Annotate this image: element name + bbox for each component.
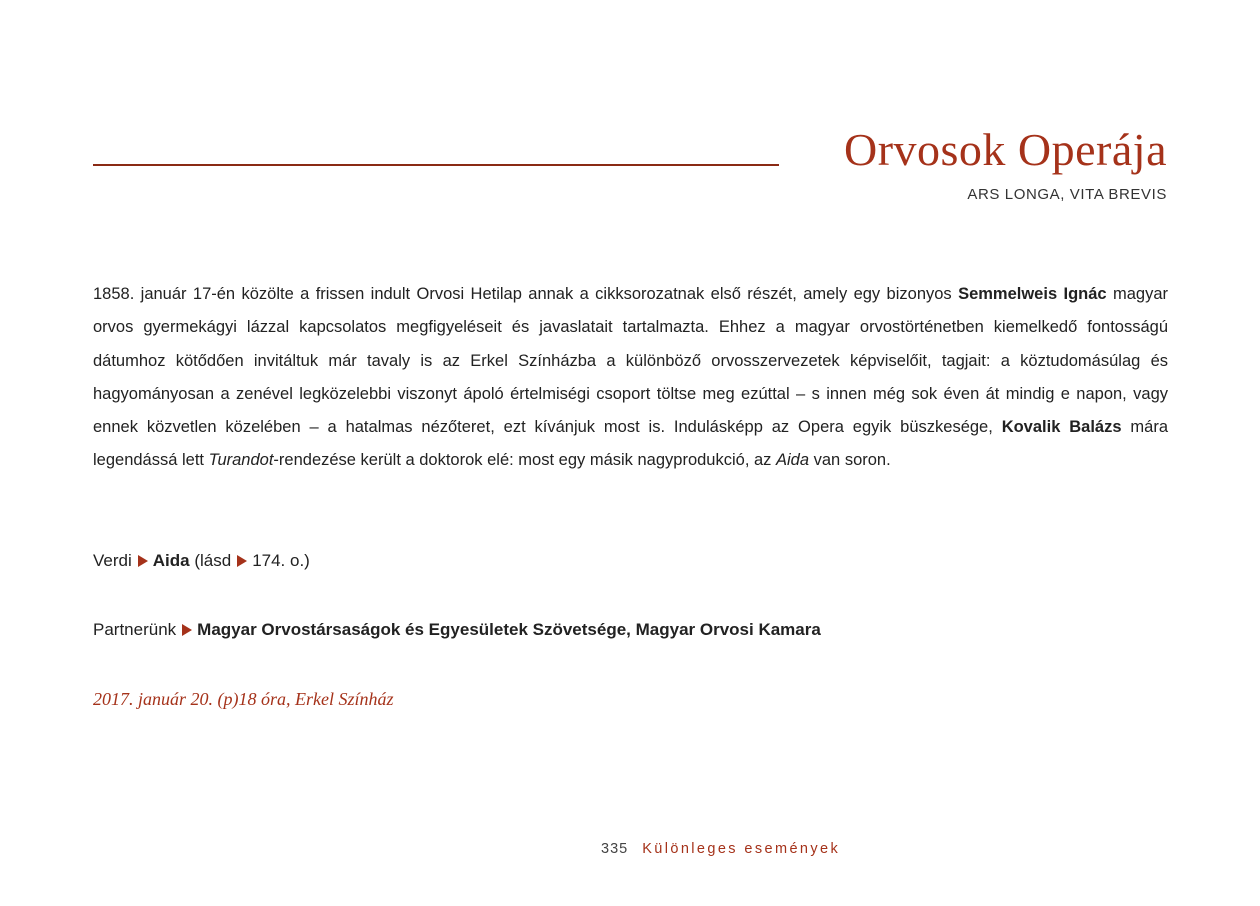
person-name-semmelweis: Semmelweis Ignác (958, 285, 1107, 303)
work-title-aida: Aida (776, 451, 810, 470)
opera-link-aida[interactable]: Aida (152, 551, 190, 570)
page-number: 335 (601, 841, 629, 857)
intro-text-5: van soron. (809, 451, 891, 470)
work-title-turandot: Turandot (208, 451, 274, 470)
composer-name: Verdi (93, 551, 132, 570)
page-footer (601, 838, 840, 860)
intro-text-3: mára legendássá lett (93, 418, 1168, 470)
triangle-right-icon (237, 555, 247, 567)
partner-names: Magyar Orvostársaságok és Egyesületek Szövetsége, Magyar Orvosi Kamara (197, 620, 821, 639)
header-rule (93, 164, 779, 166)
partner-label: Partnerünk (93, 620, 177, 639)
page-reference: 174. o.) (252, 551, 310, 570)
triangle-right-icon (138, 555, 148, 567)
program-line (93, 548, 310, 574)
triangle-right-icon (182, 624, 192, 636)
section-name: Különleges események (642, 841, 841, 857)
partner-line (93, 617, 821, 643)
intro-paragraph (93, 278, 1168, 478)
page-subtitle: ARS LONGA, VITA BREVIS (967, 186, 1167, 203)
intro-text-4: -rendezése került a doktorok elé: most egy másik nagyprodukció, az (273, 451, 777, 470)
page-title: Orvosok Operája (843, 124, 1167, 175)
intro-text-1: 1858. január 17-én közölte a frissen indult Orvosi Hetilap annak a cikksorozatnak első részét, amely egy bizonyos (93, 285, 959, 303)
intro-text-2: magyar orvos gyermekágyi lázzal kapcsolatos megfigyeléseit és javaslatait tartalmazta. Ehhez a magyar orvostörténetben kiemelkedő fontosságú dátumhoz kötődően invitáltuk már tavaly is az Erkel Színházba a különböző orvosszervezetek képviselőit, tagjait: a köztudomásúlag és hagyományosan a zenével legközelebbi viszonyt ápoló értelmiségi csoport töltse meg ezúttal – s innen még sok éven át mindig e napon, vagy ennek közvetlen közelében – a hatalmas nézőteret, ezt kívánjuk most is. Indulásképp az Opera egyik büszkesége, (93, 285, 1168, 437)
person-name-kovalik: Kovalik Balázs (1001, 418, 1122, 437)
event-datetime: 2017. január 20. (p)18 óra, Erkel Színház (93, 689, 394, 709)
see-reference-label: (lásd (194, 551, 232, 570)
